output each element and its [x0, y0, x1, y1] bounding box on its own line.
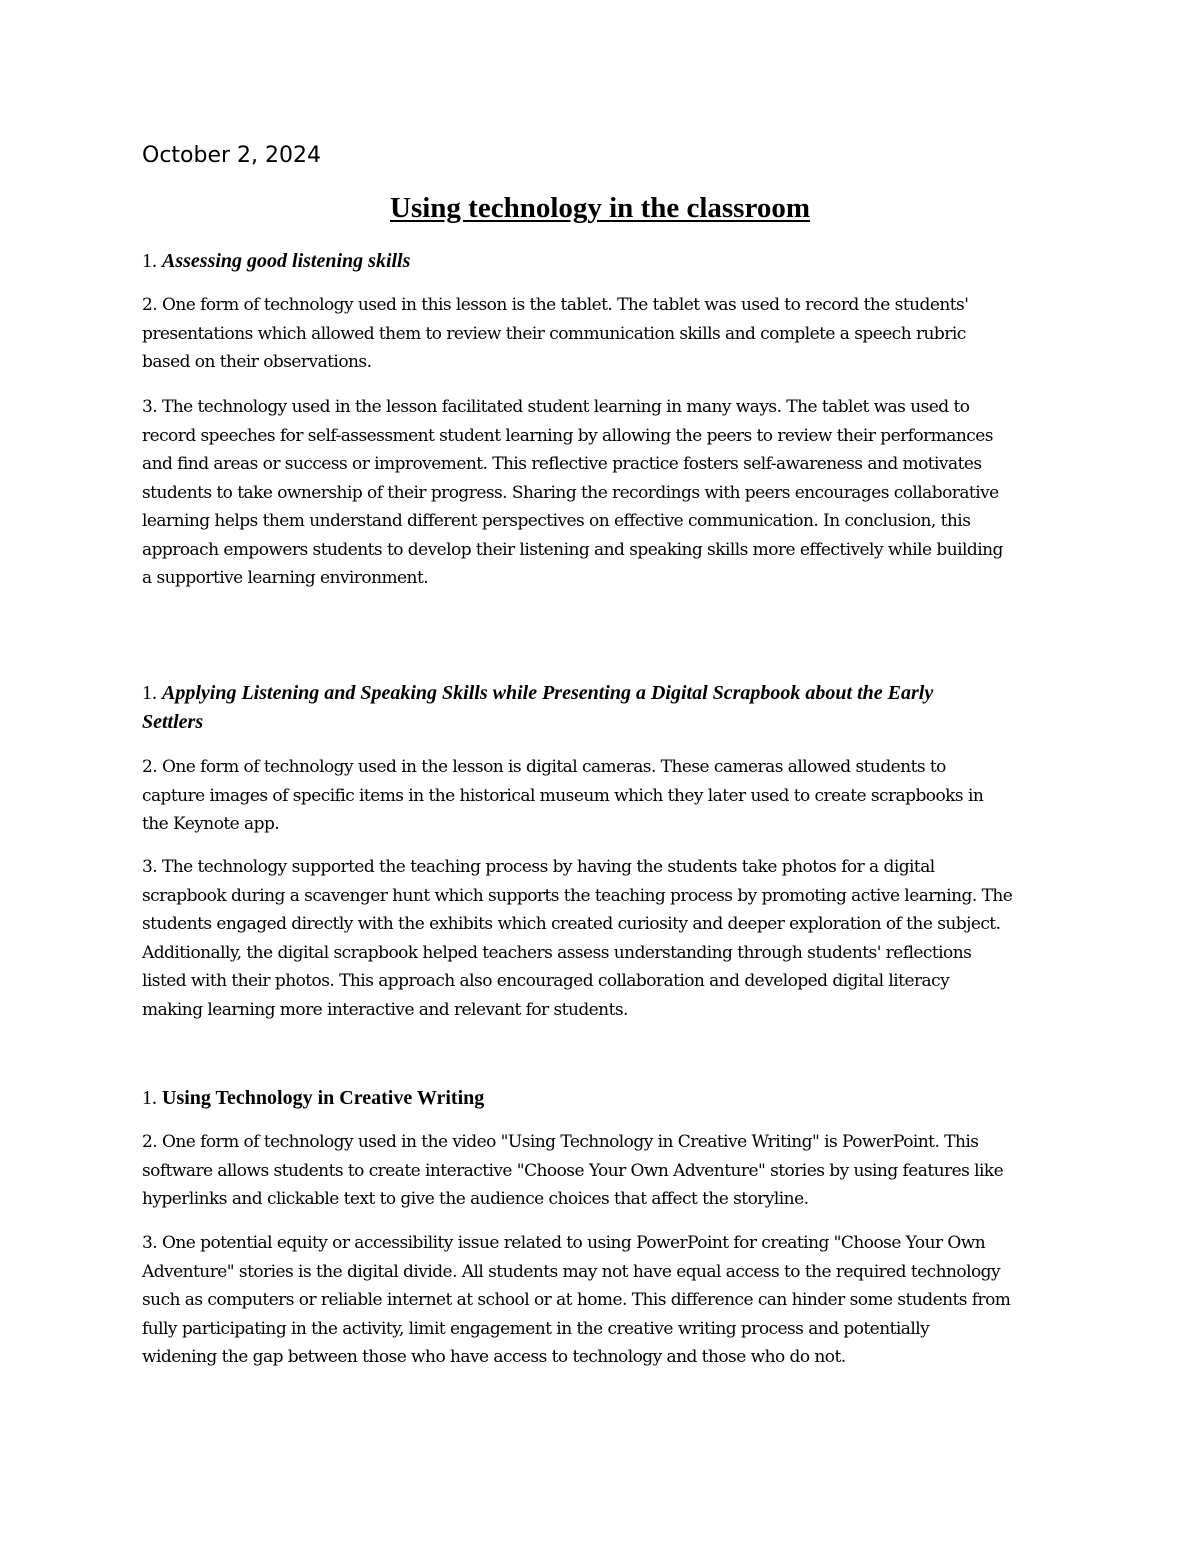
- section-3-heading: [142, 1084, 1062, 1113]
- paragraph-line: the Keynote app.: [142, 814, 280, 834]
- section-3-paragraph-3: [142, 1229, 1062, 1372]
- document-title: Using technology in the classroom: [390, 192, 810, 224]
- paragraph-line: based on their observations.: [142, 352, 372, 372]
- paragraph-line: widening the gap between those who have access to technology and those who do not.: [142, 1347, 846, 1367]
- paragraph-line: such as computers or reliable internet at school or at home. This difference can hinder some students from: [142, 1290, 1011, 1310]
- paragraph-line: 2. One form of technology used in the lesson is digital cameras. These cameras allowed students to: [142, 757, 946, 777]
- paragraph-line: learning helps them understand different perspectives on effective communication. In conclusion, this: [142, 511, 971, 531]
- section-3-paragraph-2: [142, 1128, 1062, 1214]
- section-2-heading-text: Applying Listening and Speaking Skills while Presenting a Digital Scrapbook about the Early: [162, 682, 934, 704]
- section-2-paragraph-3: [142, 853, 1062, 1024]
- paragraph-line: 3. One potential equity or accessibility issue related to using PowerPoint for creating "Choose Your Own: [142, 1233, 986, 1253]
- paragraph-line: Additionally, the digital scrapbook helped teachers assess understanding through students' reflections: [142, 942, 972, 963]
- paragraph-line: 3. The technology used in the lesson facilitated student learning in many ways. The tablet was used to: [142, 397, 970, 417]
- paragraph-line: 3. The technology supported the teaching process by having the students take photos for a digital: [142, 857, 935, 877]
- paragraph-line: 2. One form of technology used in this lesson is the tablet. The tablet was used to record the students': [142, 295, 969, 315]
- section-2-heading-number: 1.: [142, 682, 157, 704]
- paragraph-line: students engaged directly with the exhibits which created curiosity and deeper exploration of the subject.: [142, 914, 1001, 934]
- paragraph-line: software allows students to create interactive "Choose Your Own Adventure" stories by using features like: [142, 1160, 1004, 1181]
- paragraph-line: presentations which allowed them to review their communication skills and complete a speech rubric: [142, 323, 966, 344]
- paragraph-line: record speeches for self-assessment student learning by allowing the peers to review their performances: [142, 425, 993, 446]
- paragraph-line: students to take ownership of their progress. Sharing the recordings with peers encourages collaborative: [142, 482, 999, 503]
- section-3-heading-text: Using Technology in Creative Writing: [162, 1087, 485, 1109]
- paragraph-line: Adventure" stories is the digital divide. All students may not have equal access to the required technology: [142, 1261, 1001, 1282]
- section-1-heading-text: Assessing good listening skills: [162, 250, 411, 272]
- section-1-heading-number: 1.: [142, 250, 157, 272]
- section-2-heading-text-continued: Settlers: [142, 710, 204, 733]
- paragraph-line: approach empowers students to develop their listening and speaking skills more effectively while building: [142, 539, 1003, 560]
- paragraph-line: hyperlinks and clickable text to give the audience choices that affect the storyline.: [142, 1189, 809, 1209]
- section-1-paragraph-3: [142, 393, 1062, 593]
- paragraph-line: listed with their photos. This approach also encouraged collaboration and developed digital literacy: [142, 971, 950, 991]
- section-2-heading: [142, 679, 1062, 736]
- section-3-heading-number: 1.: [142, 1087, 157, 1109]
- paragraph-line: scrapbook during a scavenger hunt which supports the teaching process by promoting active learning. The: [142, 885, 1013, 906]
- section-2-paragraph-2: [142, 753, 1062, 839]
- paragraph-line: and find areas or success or improvement. This reflective practice fosters self-awareness and motivates: [142, 454, 982, 474]
- paragraph-line: fully participating in the activity, limit engagement in the creative writing process and potentially: [142, 1318, 930, 1339]
- section-1-heading: [142, 247, 1062, 276]
- section-1-paragraph-2: [142, 291, 1062, 377]
- paragraph-line: capture images of specific items in the historical museum which they later used to create scrapbooks in: [142, 785, 984, 806]
- paragraph-line: a supportive learning environment.: [142, 568, 429, 588]
- paragraph-line: 2. One form of technology used in the video "Using Technology in Creative Writing" is PowerPoint. This: [142, 1132, 979, 1152]
- paragraph-line: making learning more interactive and relevant for students.: [142, 999, 628, 1020]
- document-date: October 2, 2024: [142, 143, 322, 168]
